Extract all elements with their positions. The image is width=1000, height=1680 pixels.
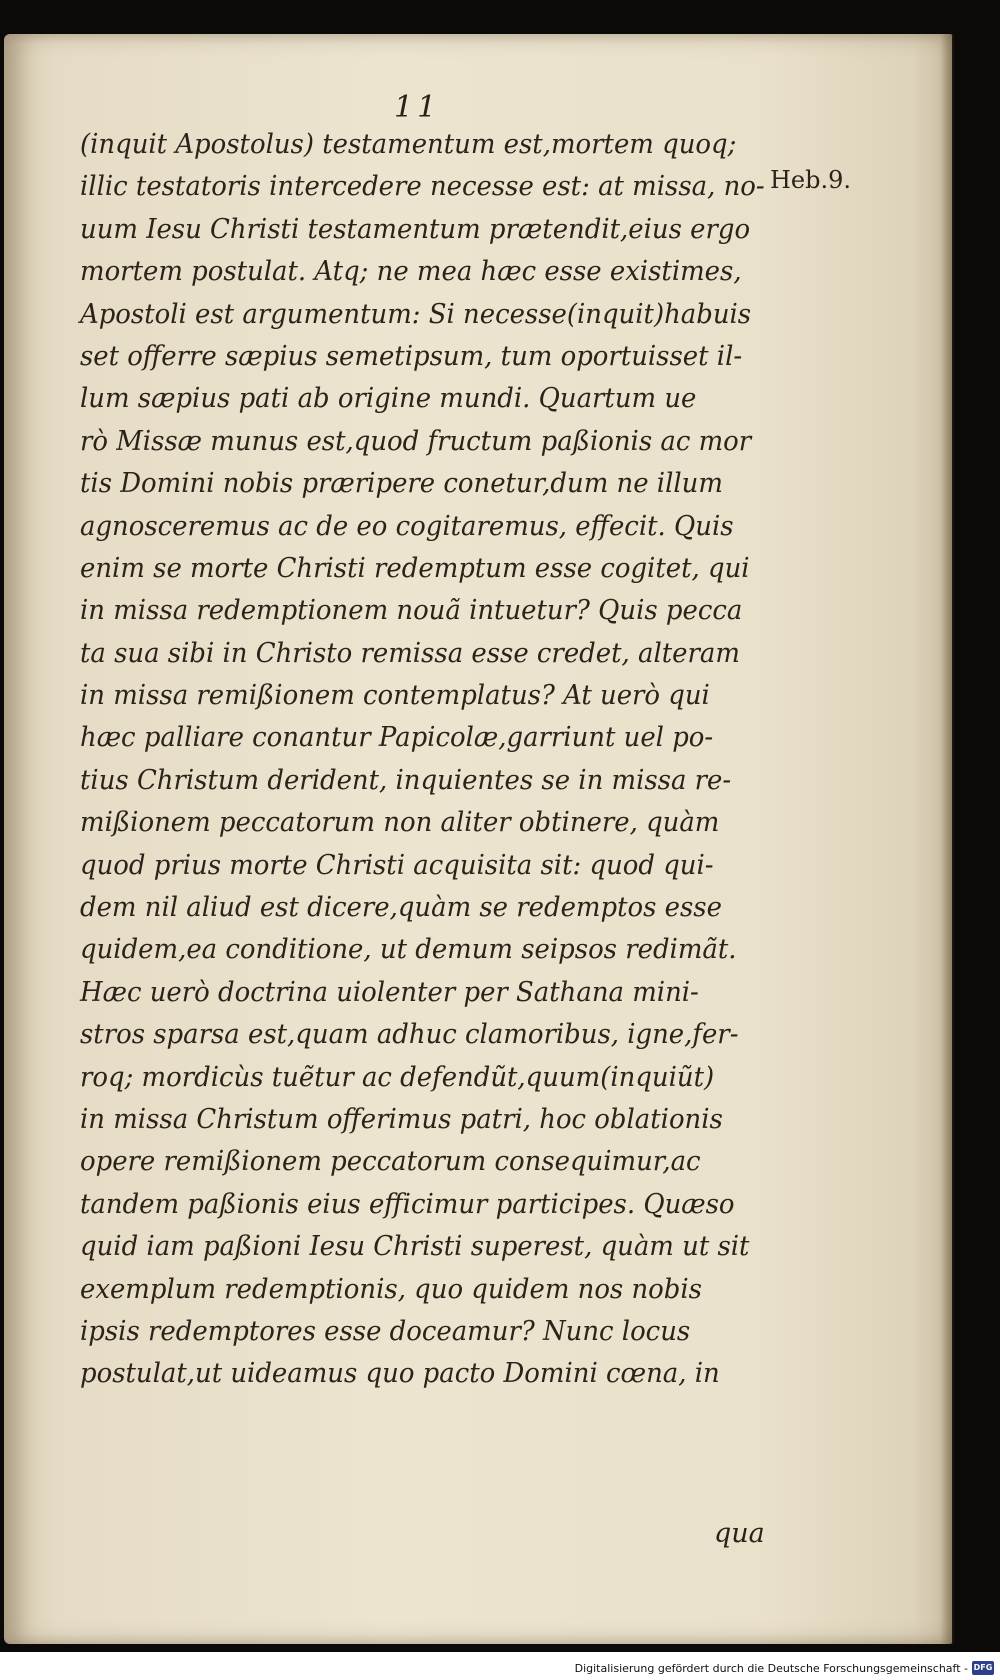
text-line: tis Domini nobis præripere conetur,dum ne illum [80,468,723,500]
text-line: Hæc uerò doctrina uiolenter per Sathana mini- [80,976,699,1008]
text-line: set offerre sæpius semetipsum, tum oportuisset il- [80,340,743,372]
text-line: postulat,ut uideamus quo pacto Domini cœna, in [80,1358,720,1390]
text-line: dem nil aliud est dicere,quàm se redemptos esse [80,892,722,924]
text-line: (inquit Apostolus) testamentum est,mortem quoq; [80,129,737,160]
page-number: 11 [394,90,441,125]
catchword: qua [714,1518,765,1549]
text-line: opere remißionem peccatorum consequimur,ac [80,1146,701,1178]
text-line: exemplum redemptionis, quo quidem nos nobis [80,1273,702,1305]
text-line: tius Christum derident, inquientes se in missa re- [80,764,732,796]
text-line: quod prius morte Christi acquisita sit: quod qui- [80,849,714,881]
dfg-logo-icon [972,1661,994,1675]
text-line: hæc palliare conantur Papicolæ,garriunt uel po- [80,722,714,754]
text-line: uum Iesu Christi testamentum prætendit,eius ergo [80,213,751,245]
text-line: roq; mordicùs tuẽtur ac defendũt,quum(inquiũt) [80,1061,715,1093]
text-line: in missa redemptionem nouã intuetur? Quis pecca [80,595,743,627]
text-line: in missa remißionem contemplatus? At uerò qui [80,680,710,712]
text-line: ipsis redemptores esse doceamur? Nunc locus [80,1315,691,1347]
page-edge-shadow [940,34,954,1644]
text-line: rò Missæ munus est,quod fructum paßionis ac mor [80,425,752,457]
text-line: mißionem peccatorum non aliter obtinere, quàm [80,807,720,839]
text-line: quid iam paßioni Iesu Christi superest, quàm ut sit [80,1231,750,1263]
text-line: lum sæpius pati ab origine mundi. Quartum ue [80,383,697,415]
text-line: in missa Christum offerimus patri, hoc oblationis [80,1103,723,1135]
body-text [80,124,770,1396]
dfg-logo-text: DFG [973,1663,993,1672]
text-line: quidem,ea conditione, ut demum seipsos redimãt. [80,934,737,966]
text-line: stros sparsa est,quam adhuc clamoribus, igne,fer- [80,1019,739,1051]
digitization-credit: Digitalisierung gefördert durch die Deutsche Forschungsgemeinschaft - [574,1662,968,1675]
text-line: mortem postulat. Atq; ne mea hæc esse existimes, [80,256,742,288]
marginal-note: Heb.9. [770,166,852,194]
text-line: Apostoli est argumentum: Si necesse(inquit)habuis [80,298,752,330]
text-line: tandem paßionis eius efficimur participes. Quæso [80,1188,735,1220]
text-line: enim se morte Christi redemptum esse cogitet, qui [80,552,750,584]
text-line: agnosceremus ac de eo cogitaremus, effecit. Quis [80,510,734,542]
text-line: illic testatoris intercedere necesse est: at missa, no- [80,171,765,203]
text-line: ta sua sibi in Christo remissa esse credet, alteram [80,637,740,669]
